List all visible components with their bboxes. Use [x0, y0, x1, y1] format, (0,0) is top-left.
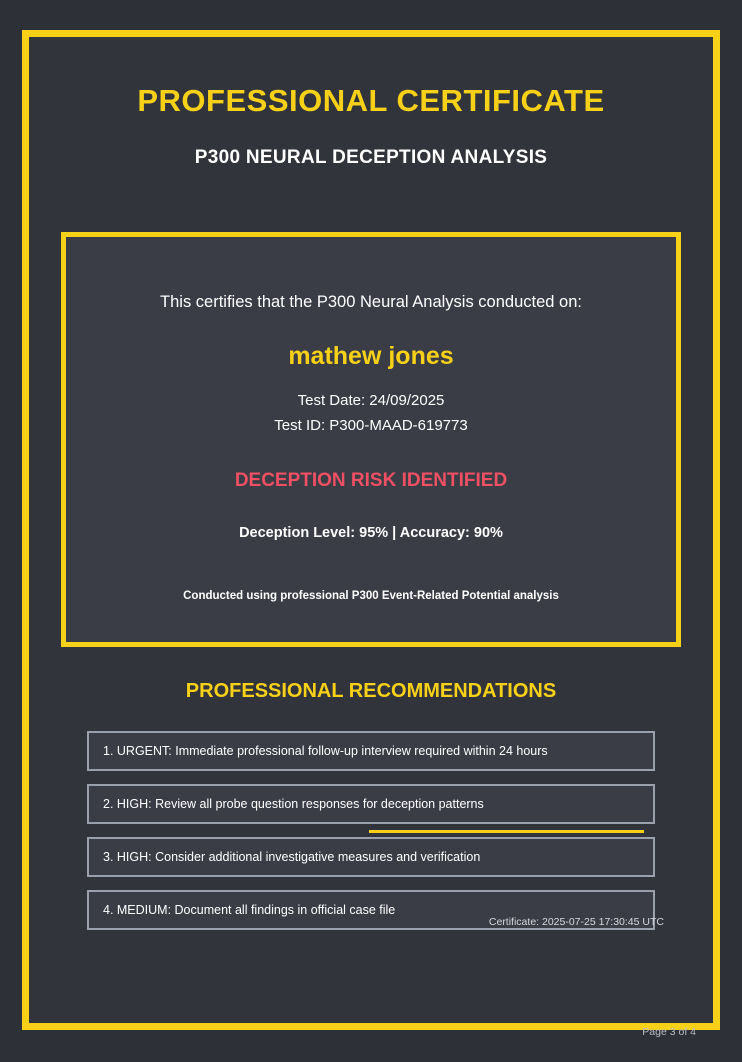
list-item: 3. HIGH: Consider additional investigative measures and verification — [87, 837, 655, 877]
recommendations-list — [87, 731, 655, 930]
deception-accuracy-levels: Deception Level: 95% | Accuracy: 90% — [239, 525, 503, 541]
certificate-timestamp: Certificate: 2025-07-25 17:30:45 UTC — [488, 916, 664, 928]
list-item: 1. URGENT: Immediate professional follow-up interview required within 24 hours — [87, 731, 655, 771]
recommendations-heading: PROFESSIONAL RECOMMENDATIONS — [185, 680, 557, 702]
page-number: Page 3 of 4 — [642, 1026, 696, 1038]
test-id: Test ID: P300-MAAD-619773 — [274, 417, 468, 434]
certificate-details-box — [61, 232, 681, 647]
status-badge: DECEPTION RISK IDENTIFIED — [234, 470, 508, 491]
certificate-subtitle: P300 NEURAL DECEPTION ANALYSIS — [194, 147, 548, 168]
conducted-note: Conducted using professional P300 Event-Related Potential analysis — [183, 590, 559, 602]
certificate-title: PROFESSIONAL CERTIFICATE — [137, 83, 605, 118]
test-date: Test Date: 24/09/2025 — [297, 392, 445, 409]
subject-name: mathew jones — [288, 342, 454, 370]
list-item: 2. HIGH: Review all probe question responses for deception patterns — [87, 784, 655, 824]
certifies-statement: This certifies that the P300 Neural Analysis conducted on: — [160, 293, 582, 311]
list-item: 4. MEDIUM: Document all findings in official case file — [87, 890, 655, 930]
certificate-border-frame — [22, 30, 720, 1030]
